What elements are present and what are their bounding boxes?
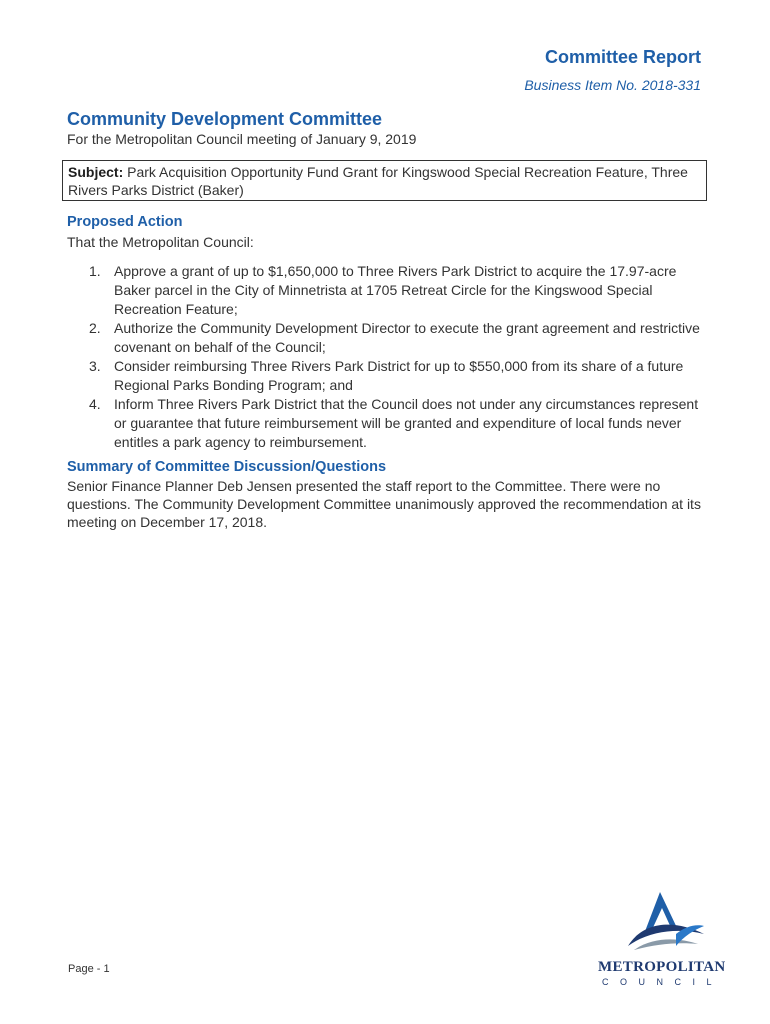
proposed-action-heading: Proposed Action (67, 214, 183, 230)
list-item-number: 2. (89, 320, 101, 336)
list-item-text: Consider reimbursing Three Rivers Park District for up to $550,000 from its share of a future Regional Parks Bonding Program; and (114, 358, 684, 393)
subject-label: Subject: (68, 164, 124, 180)
business-item-number: Business Item No. 2018-331 (524, 77, 701, 93)
list-item-number: 3. (89, 358, 101, 374)
subject-text: Park Acquisition Opportunity Fund Grant for Kingswood Special Recreation Feature, Three Rivers Parks District (Baker) (68, 164, 688, 198)
report-title: Committee Report (544, 47, 701, 67)
metropolitan-council-logo (598, 890, 733, 990)
logo-wordmark: METROPOLITAN (598, 959, 726, 975)
list-item (67, 357, 707, 395)
list-item-text: Authorize the Community Development Director to execute the grant agreement and restrictive covenant on behalf of the Council; (114, 320, 700, 355)
summary-text: Senior Finance Planner Deb Jensen presented the staff report to the Committee. There were no questions. The Community Development Committee unanimously approved the recommendation at its meeting on December 17, 2018. (67, 478, 701, 530)
list-item-number: 4. (89, 396, 101, 412)
list-item (67, 319, 707, 357)
summary-heading: Summary of Committee Discussion/Questions (67, 459, 387, 475)
list-item (67, 262, 707, 319)
list-item-text: Approve a grant of up to $1,650,000 to Three Rivers Park District to acquire the 17.97-acre Baker parcel in the City of Minnetrista at 1705 Retreat Circle for the Kingswood Special Recreation Feature; (114, 263, 677, 317)
committee-name: Community Development Committee (67, 109, 383, 129)
list-item-number: 1. (89, 263, 101, 279)
list-item-text: Inform Three Rivers Park District that the Council does not under any circumstances represent or guarantee that future reimbursement will be granted and expenditure of local funds never entitles a park agency to reimbursement. (114, 396, 699, 450)
page-number: Page - 1 (68, 963, 110, 975)
meeting-line: For the Metropolitan Council meeting of January 9, 2019 (67, 131, 417, 147)
council-swoosh-icon (620, 890, 710, 958)
list-item (67, 395, 707, 452)
proposed-action-list (67, 262, 707, 452)
logo-subtitle: COUNCIL (602, 977, 724, 987)
proposed-action-intro: That the Metropolitan Council: (67, 234, 254, 250)
subject-box (62, 160, 707, 201)
